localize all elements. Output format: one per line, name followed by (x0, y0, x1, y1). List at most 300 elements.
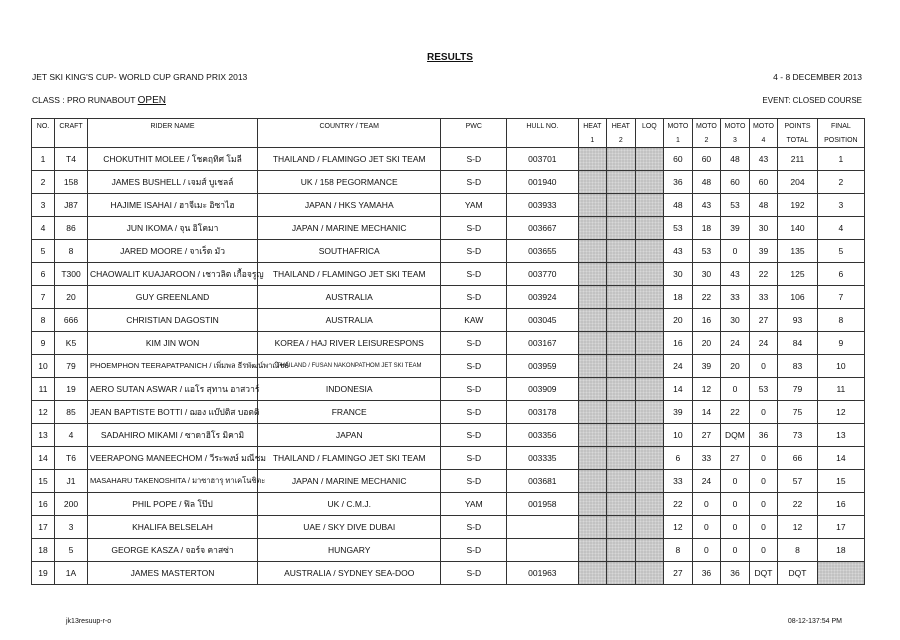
cell-moto2: 36 (692, 562, 721, 585)
cell-moto4: 30 (749, 217, 778, 240)
cell-rider: JAMES MASTERTON (87, 562, 257, 585)
col-loq-sub (635, 133, 664, 148)
cell-moto1: 30 (664, 263, 693, 286)
cell-no: 12 (32, 401, 55, 424)
cell-hull: 003335 (507, 447, 578, 470)
col-moto2: MOTO (692, 119, 721, 134)
cell-loq (635, 424, 664, 447)
cell-loq (635, 470, 664, 493)
cell-no: 14 (32, 447, 55, 470)
cell-rider: CHAOWALIT KUAJAROON / เชาวลิต เกื้อจรูญ (87, 263, 257, 286)
cell-heat1 (578, 171, 607, 194)
cell-rider: CHOKUTHIT MOLEE / โชคฤทิศ โมลี (87, 148, 257, 171)
cell-points: 22 (778, 493, 818, 516)
table-row (32, 401, 865, 424)
cell-moto2: 48 (692, 171, 721, 194)
cell-loq (635, 171, 664, 194)
cell-no: 4 (32, 217, 55, 240)
cell-country: THAILAND / FLAMINGO JET SKI TEAM (258, 447, 441, 470)
cell-country: UK / 158 PEGORMANCE (258, 171, 441, 194)
cell-no: 1 (32, 148, 55, 171)
cell-no: 19 (32, 562, 55, 585)
col-points-sub: TOTAL (778, 133, 818, 148)
cell-no: 6 (32, 263, 55, 286)
col-pwc-sub (441, 133, 507, 148)
cell-moto1: 18 (664, 286, 693, 309)
cell-moto4: 60 (749, 171, 778, 194)
cell-moto3: 0 (721, 516, 750, 539)
cell-heat2 (607, 562, 636, 585)
cell-loq (635, 539, 664, 562)
cell-heat1 (578, 355, 607, 378)
cell-pwc: S-D (441, 148, 507, 171)
cell-no: 18 (32, 539, 55, 562)
cell-rider: JUN IKOMA / จุน อิโคมา (87, 217, 257, 240)
cell-country: UK / C.M.J. (258, 493, 441, 516)
cell-rider: KIM JIN WON (87, 332, 257, 355)
table-row (32, 217, 865, 240)
cell-rider: VEERAPONG MANEECHOM / วีระพงษ์ มณีชม (87, 447, 257, 470)
cell-moto1: 16 (664, 332, 693, 355)
cell-moto3: 0 (721, 493, 750, 516)
cell-craft: 1A (55, 562, 88, 585)
cell-hull (507, 516, 578, 539)
cell-heat2 (607, 470, 636, 493)
cell-points: 135 (778, 240, 818, 263)
cell-moto3: 36 (721, 562, 750, 585)
col-moto1-num: 1 (664, 133, 693, 148)
table-row (32, 470, 865, 493)
col-heat1: HEAT (578, 119, 607, 134)
table-row (32, 562, 865, 585)
cell-heat1 (578, 447, 607, 470)
col-no: NO. (32, 119, 55, 134)
cell-heat2 (607, 516, 636, 539)
cell-pwc: S-D (441, 516, 507, 539)
cell-points: 57 (778, 470, 818, 493)
cell-points: 192 (778, 194, 818, 217)
cell-moto4: 36 (749, 424, 778, 447)
cell-pwc: S-D (441, 562, 507, 585)
cell-moto2: 27 (692, 424, 721, 447)
col-rider: RIDER NAME (87, 119, 257, 134)
cell-moto3: 0 (721, 240, 750, 263)
cell-pwc: S-D (441, 171, 507, 194)
cell-final: 14 (817, 447, 864, 470)
cell-pwc: S-D (441, 286, 507, 309)
cell-moto2: 20 (692, 332, 721, 355)
cell-moto1: 20 (664, 309, 693, 332)
cell-loq (635, 562, 664, 585)
cell-country: THAILAND / FUSAN NAKONPATHOM JET SKI TEAM (258, 355, 441, 378)
col-heat2-num: 2 (607, 133, 636, 148)
table-row (32, 263, 865, 286)
cell-final: 4 (817, 217, 864, 240)
cell-rider: AERO SUTAN ASWAR / แอโร สุทาน อาสวาร์ (87, 378, 257, 401)
cell-loq (635, 217, 664, 240)
cell-moto3: DQM (721, 424, 750, 447)
cell-no: 13 (32, 424, 55, 447)
cell-moto4: 0 (749, 447, 778, 470)
cell-hull: 003655 (507, 240, 578, 263)
cell-rider: PHIL POPE / ฟิล โป๊ป (87, 493, 257, 516)
cell-hull: 001958 (507, 493, 578, 516)
cell-heat1 (578, 217, 607, 240)
cell-final: 15 (817, 470, 864, 493)
col-moto3: MOTO (721, 119, 750, 134)
col-final-sub: POSITION (817, 133, 864, 148)
cell-moto4: 53 (749, 378, 778, 401)
results-table (31, 118, 865, 585)
cell-moto4: 0 (749, 516, 778, 539)
cell-moto4: 48 (749, 194, 778, 217)
cell-points: 12 (778, 516, 818, 539)
cell-loq (635, 194, 664, 217)
cell-heat2 (607, 332, 636, 355)
cell-loq (635, 332, 664, 355)
cell-loq (635, 401, 664, 424)
cell-moto1: 12 (664, 516, 693, 539)
cell-heat1 (578, 378, 607, 401)
cell-moto1: 14 (664, 378, 693, 401)
cell-hull: 001963 (507, 562, 578, 585)
cell-moto1: 43 (664, 240, 693, 263)
cell-pwc: S-D (441, 263, 507, 286)
cell-final: 7 (817, 286, 864, 309)
event-type: EVENT: CLOSED COURSE (762, 96, 862, 105)
cell-country: INDONESIA (258, 378, 441, 401)
cell-heat2 (607, 378, 636, 401)
cell-country: JAPAN / MARINE MECHANIC (258, 470, 441, 493)
cell-rider: GEORGE KASZA / จอร์จ คาสซ่า (87, 539, 257, 562)
cell-moto2: 30 (692, 263, 721, 286)
cell-heat1 (578, 493, 607, 516)
cell-points: 79 (778, 378, 818, 401)
col-heat2: HEAT (607, 119, 636, 134)
event-name: JET SKI KING'S CUP- WORLD CUP GRAND PRIX 2013 (32, 72, 248, 82)
cell-rider: MASAHARU TAKENOSHITA / มาซาฮารุ ทาเคโนชิตะ (87, 470, 257, 493)
col-heat1-num: 1 (578, 133, 607, 148)
cell-final: 8 (817, 309, 864, 332)
cell-points: 93 (778, 309, 818, 332)
table-row (32, 493, 865, 516)
cell-country: AUSTRALIA / SYDNEY SEA-DOO (258, 562, 441, 585)
cell-country: HUNGARY (258, 539, 441, 562)
cell-heat1 (578, 194, 607, 217)
cell-craft: T6 (55, 447, 88, 470)
cell-heat2 (607, 355, 636, 378)
cell-heat1 (578, 263, 607, 286)
cell-points: 140 (778, 217, 818, 240)
cell-moto1: 8 (664, 539, 693, 562)
event-dates: 4 - 8 DECEMBER 2013 (773, 72, 862, 82)
cell-moto4: 0 (749, 539, 778, 562)
cell-points: 84 (778, 332, 818, 355)
cell-loq (635, 309, 664, 332)
cell-craft: 5 (55, 539, 88, 562)
cell-no: 17 (32, 516, 55, 539)
cell-moto2: 60 (692, 148, 721, 171)
cell-rider: JARED MOORE / จาเร็ด มัว (87, 240, 257, 263)
col-country-sub (258, 133, 441, 148)
cell-heat2 (607, 263, 636, 286)
cell-heat1 (578, 309, 607, 332)
cell-craft: 666 (55, 309, 88, 332)
cell-craft: J1 (55, 470, 88, 493)
cell-loq (635, 378, 664, 401)
cell-final (817, 562, 864, 585)
cell-hull: 003178 (507, 401, 578, 424)
cell-rider: GUY GREENLAND (87, 286, 257, 309)
cell-craft: 4 (55, 424, 88, 447)
cell-heat1 (578, 516, 607, 539)
cell-hull: 003770 (507, 263, 578, 286)
cell-final: 3 (817, 194, 864, 217)
table-row (32, 309, 865, 332)
cell-moto4: 0 (749, 493, 778, 516)
cell-no: 3 (32, 194, 55, 217)
cell-heat2 (607, 194, 636, 217)
cell-country: KOREA / HAJ RIVER LEISURESPONS (258, 332, 441, 355)
col-pwc: PWC (441, 119, 507, 134)
cell-craft: 19 (55, 378, 88, 401)
cell-moto2: 53 (692, 240, 721, 263)
cell-country: FRANCE (258, 401, 441, 424)
col-craft: CRAFT (55, 119, 88, 134)
cell-heat2 (607, 309, 636, 332)
cell-rider: HAJIME ISAHAI / ฮาจีเมะ อิซาไฮ (87, 194, 257, 217)
cell-no: 15 (32, 470, 55, 493)
cell-pwc: KAW (441, 309, 507, 332)
table-row (32, 424, 865, 447)
cell-points: DQT (778, 562, 818, 585)
table-row (32, 539, 865, 562)
col-hull: HULL NO. (507, 119, 578, 134)
cell-moto1: 39 (664, 401, 693, 424)
cell-moto2: 33 (692, 447, 721, 470)
cell-no: 5 (32, 240, 55, 263)
cell-moto3: 48 (721, 148, 750, 171)
cell-points: 106 (778, 286, 818, 309)
cell-moto4: 39 (749, 240, 778, 263)
cell-pwc: S-D (441, 447, 507, 470)
cell-craft: 79 (55, 355, 88, 378)
cell-no: 9 (32, 332, 55, 355)
cell-moto4: 0 (749, 401, 778, 424)
table-row (32, 286, 865, 309)
cell-loq (635, 148, 664, 171)
cell-hull: 003959 (507, 355, 578, 378)
cell-moto2: 12 (692, 378, 721, 401)
col-hull-sub (507, 133, 578, 148)
cell-moto3: 24 (721, 332, 750, 355)
cell-rider: JEAN BAPTISTE BOTTI / ฌอง แบ๊ปติส บอตติ (87, 401, 257, 424)
cell-loq (635, 355, 664, 378)
col-moto4-num: 4 (749, 133, 778, 148)
cell-rider: KHALIFA BELSELAH (87, 516, 257, 539)
cell-heat2 (607, 217, 636, 240)
cell-heat2 (607, 493, 636, 516)
cell-pwc: S-D (441, 332, 507, 355)
col-craft-sub (55, 133, 88, 148)
cell-hull: 003667 (507, 217, 578, 240)
page-title: RESULTS (427, 52, 473, 63)
cell-moto2: 0 (692, 516, 721, 539)
cell-moto3: 33 (721, 286, 750, 309)
cell-moto1: 6 (664, 447, 693, 470)
col-final: FINAL (817, 119, 864, 134)
cell-hull: 003356 (507, 424, 578, 447)
cell-moto3: 0 (721, 378, 750, 401)
cell-craft: 3 (55, 516, 88, 539)
table-row (32, 171, 865, 194)
cell-moto1: 53 (664, 217, 693, 240)
cell-loq (635, 263, 664, 286)
cell-points: 66 (778, 447, 818, 470)
cell-moto4: 22 (749, 263, 778, 286)
cell-moto3: 0 (721, 539, 750, 562)
cell-moto2: 0 (692, 493, 721, 516)
cell-heat2 (607, 286, 636, 309)
cell-loq (635, 493, 664, 516)
cell-moto4: 33 (749, 286, 778, 309)
cell-moto2: 18 (692, 217, 721, 240)
header-subrow (32, 133, 865, 148)
cell-moto2: 22 (692, 286, 721, 309)
cell-craft: 158 (55, 171, 88, 194)
cell-no: 8 (32, 309, 55, 332)
cell-moto4: 0 (749, 470, 778, 493)
cell-heat2 (607, 240, 636, 263)
table-row (32, 240, 865, 263)
cell-country: AUSTRALIA (258, 309, 441, 332)
cell-pwc: S-D (441, 424, 507, 447)
cell-country: THAILAND / FLAMINGO JET SKI TEAM (258, 148, 441, 171)
cell-points: 73 (778, 424, 818, 447)
cell-country: JAPAN (258, 424, 441, 447)
cell-moto1: 36 (664, 171, 693, 194)
cell-heat2 (607, 424, 636, 447)
cell-no: 10 (32, 355, 55, 378)
cell-moto1: 10 (664, 424, 693, 447)
cell-hull: 003681 (507, 470, 578, 493)
cell-rider: JAMES BUSHELL / เจมส์ บูเชลล์ (87, 171, 257, 194)
cell-moto3: 20 (721, 355, 750, 378)
cell-moto1: 27 (664, 562, 693, 585)
cell-country: AUSTRALIA (258, 286, 441, 309)
cell-hull: 001940 (507, 171, 578, 194)
cell-craft: K5 (55, 332, 88, 355)
cell-points: 75 (778, 401, 818, 424)
col-loq: LOQ (635, 119, 664, 134)
cell-pwc: YAM (441, 493, 507, 516)
cell-loq (635, 240, 664, 263)
cell-hull: 003701 (507, 148, 578, 171)
cell-heat1 (578, 332, 607, 355)
cell-heat1 (578, 562, 607, 585)
cell-heat2 (607, 171, 636, 194)
table-row (32, 516, 865, 539)
cell-heat2 (607, 539, 636, 562)
cell-moto3: 0 (721, 470, 750, 493)
footer-printed: 08-12-137:54 PM (787, 618, 842, 625)
cell-hull: 003045 (507, 309, 578, 332)
class-name: OPEN (137, 95, 166, 106)
cell-heat1 (578, 470, 607, 493)
cell-craft: J87 (55, 194, 88, 217)
col-moto3-num: 3 (721, 133, 750, 148)
cell-final: 12 (817, 401, 864, 424)
cell-moto1: 22 (664, 493, 693, 516)
cell-heat2 (607, 447, 636, 470)
cell-craft: 8 (55, 240, 88, 263)
col-moto1: MOTO (664, 119, 693, 134)
cell-moto4: 24 (749, 332, 778, 355)
cell-heat2 (607, 148, 636, 171)
cell-moto3: 60 (721, 171, 750, 194)
cell-moto3: 30 (721, 309, 750, 332)
cell-moto4: DQT (749, 562, 778, 585)
cell-country: JAPAN / HKS YAMAHA (258, 194, 441, 217)
table-row (32, 332, 865, 355)
cell-no: 7 (32, 286, 55, 309)
table-row (32, 148, 865, 171)
cell-moto2: 0 (692, 539, 721, 562)
cell-hull (507, 539, 578, 562)
cell-pwc: YAM (441, 194, 507, 217)
col-points: POINTS (778, 119, 818, 134)
cell-heat1 (578, 401, 607, 424)
cell-moto3: 39 (721, 217, 750, 240)
cell-moto4: 0 (749, 355, 778, 378)
cell-country: JAPAN / MARINE MECHANIC (258, 217, 441, 240)
class-line (32, 95, 166, 106)
cell-final: 1 (817, 148, 864, 171)
col-moto4: MOTO (749, 119, 778, 134)
header-row (32, 119, 865, 134)
cell-heat1 (578, 424, 607, 447)
cell-loq (635, 447, 664, 470)
cell-pwc: S-D (441, 217, 507, 240)
cell-heat1 (578, 539, 607, 562)
cell-heat1 (578, 148, 607, 171)
table-row (32, 194, 865, 217)
cell-pwc: S-D (441, 470, 507, 493)
col-moto2-num: 2 (692, 133, 721, 148)
results-body (32, 148, 865, 585)
cell-moto1: 33 (664, 470, 693, 493)
cell-craft: T4 (55, 148, 88, 171)
cell-moto3: 43 (721, 263, 750, 286)
cell-points: 211 (778, 148, 818, 171)
cell-hull: 003933 (507, 194, 578, 217)
cell-points: 8 (778, 539, 818, 562)
cell-no: 2 (32, 171, 55, 194)
cell-heat1 (578, 286, 607, 309)
cell-final: 5 (817, 240, 864, 263)
cell-moto4: 27 (749, 309, 778, 332)
cell-rider: PHOEMPHON TEERAPATPANICH / เพิ่มพล ธีรพัฒน์พาณิชย์ (87, 355, 257, 378)
cell-final: 11 (817, 378, 864, 401)
footer-file: jk13resuup-r-o (66, 618, 112, 625)
cell-final: 13 (817, 424, 864, 447)
cell-moto4: 43 (749, 148, 778, 171)
cell-moto3: 22 (721, 401, 750, 424)
cell-craft: 200 (55, 493, 88, 516)
cell-final: 18 (817, 539, 864, 562)
cell-final: 17 (817, 516, 864, 539)
cell-craft: 85 (55, 401, 88, 424)
